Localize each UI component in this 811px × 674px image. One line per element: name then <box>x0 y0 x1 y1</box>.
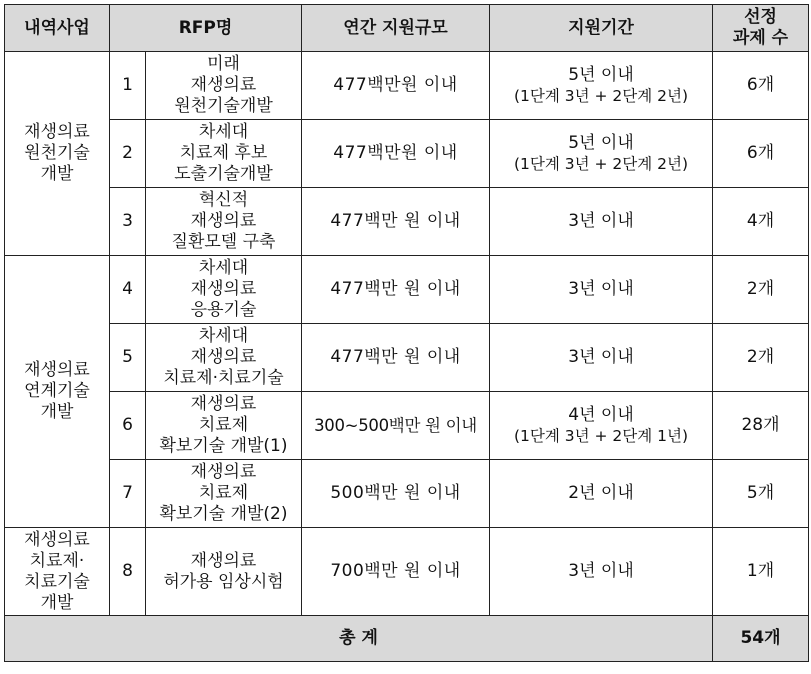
program-group-cell: 재생의료 원천기술 개발 <box>5 52 110 256</box>
row-number: 4 <box>110 256 146 324</box>
row-number: 6 <box>110 392 146 460</box>
table-row <box>5 52 809 120</box>
table-row <box>5 188 809 256</box>
count-cell: 1개 <box>713 528 809 616</box>
total-count: 54개 <box>713 616 809 662</box>
total-row <box>5 616 809 662</box>
budget-cell: 477백만 원 이내 <box>302 256 490 324</box>
rfp-name: 재생의료 치료제 확보기술 개발(2) <box>146 460 302 528</box>
budget-cell: 300~500백만 원 이내 <box>302 392 490 460</box>
row-number: 5 <box>110 324 146 392</box>
period-cell <box>490 392 713 460</box>
table-row <box>5 460 809 528</box>
period-cell: 2년 이내 <box>490 460 713 528</box>
total-label: 총 계 <box>5 616 713 662</box>
header-period: 지원기간 <box>490 5 713 52</box>
count-cell: 2개 <box>713 256 809 324</box>
row-number: 1 <box>110 52 146 120</box>
period-detail: (1단계 3년 + 2단계 2년) <box>513 154 689 173</box>
budget-cell: 477백만원 이내 <box>302 52 490 120</box>
row-number: 8 <box>110 528 146 616</box>
period-cell: 3년 이내 <box>490 528 713 616</box>
rfp-name: 차세대 치료제 후보 도출기술개발 <box>146 120 302 188</box>
period-detail: (1단계 3년 + 2단계 1년) <box>513 426 689 445</box>
period-main: 4년 이내 <box>568 404 634 425</box>
rfp-name: 재생의료 치료제 확보기술 개발(1) <box>146 392 302 460</box>
program-group-cell: 재생의료 연계기술 개발 <box>5 256 110 528</box>
table-row <box>5 120 809 188</box>
budget-cell: 700백만 원 이내 <box>302 528 490 616</box>
budget-cell: 477백만원 이내 <box>302 120 490 188</box>
period-cell: 3년 이내 <box>490 256 713 324</box>
period-detail: (1단계 3년 + 2단계 2년) <box>513 86 689 105</box>
header-count: 선정 과제 수 <box>713 5 809 52</box>
rfp-name: 차세대 재생의료 응용기술 <box>146 256 302 324</box>
budget-cell: 500백만 원 이내 <box>302 460 490 528</box>
rfp-name: 재생의료 허가용 임상시험 <box>146 528 302 616</box>
count-cell: 4개 <box>713 188 809 256</box>
rfp-table <box>4 4 809 662</box>
program-group-cell: 재생의료 치료제· 치료기술 개발 <box>5 528 110 616</box>
budget-cell: 477백만 원 이내 <box>302 324 490 392</box>
table-row <box>5 392 809 460</box>
row-number: 3 <box>110 188 146 256</box>
count-cell: 6개 <box>713 52 809 120</box>
period-cell <box>490 120 713 188</box>
header-row <box>5 5 809 52</box>
count-cell: 5개 <box>713 460 809 528</box>
period-cell: 3년 이내 <box>490 188 713 256</box>
table-row <box>5 256 809 324</box>
rfp-name: 차세대 재생의료 치료제·치료기술 <box>146 324 302 392</box>
header-budget: 연간 지원규모 <box>302 5 490 52</box>
period-cell <box>490 52 713 120</box>
count-cell: 6개 <box>713 120 809 188</box>
count-cell: 2개 <box>713 324 809 392</box>
rfp-name: 미래 재생의료 원천기술개발 <box>146 52 302 120</box>
row-number: 7 <box>110 460 146 528</box>
row-number: 2 <box>110 120 146 188</box>
header-program: 내역사업 <box>5 5 110 52</box>
count-cell: 28개 <box>713 392 809 460</box>
table-row <box>5 528 809 616</box>
budget-cell: 477백만 원 이내 <box>302 188 490 256</box>
header-rfp: RFP명 <box>110 5 302 52</box>
period-main: 5년 이내 <box>568 132 634 153</box>
table-row <box>5 324 809 392</box>
period-cell: 3년 이내 <box>490 324 713 392</box>
rfp-name: 혁신적 재생의료 질환모델 구축 <box>146 188 302 256</box>
period-main: 5년 이내 <box>568 64 634 85</box>
